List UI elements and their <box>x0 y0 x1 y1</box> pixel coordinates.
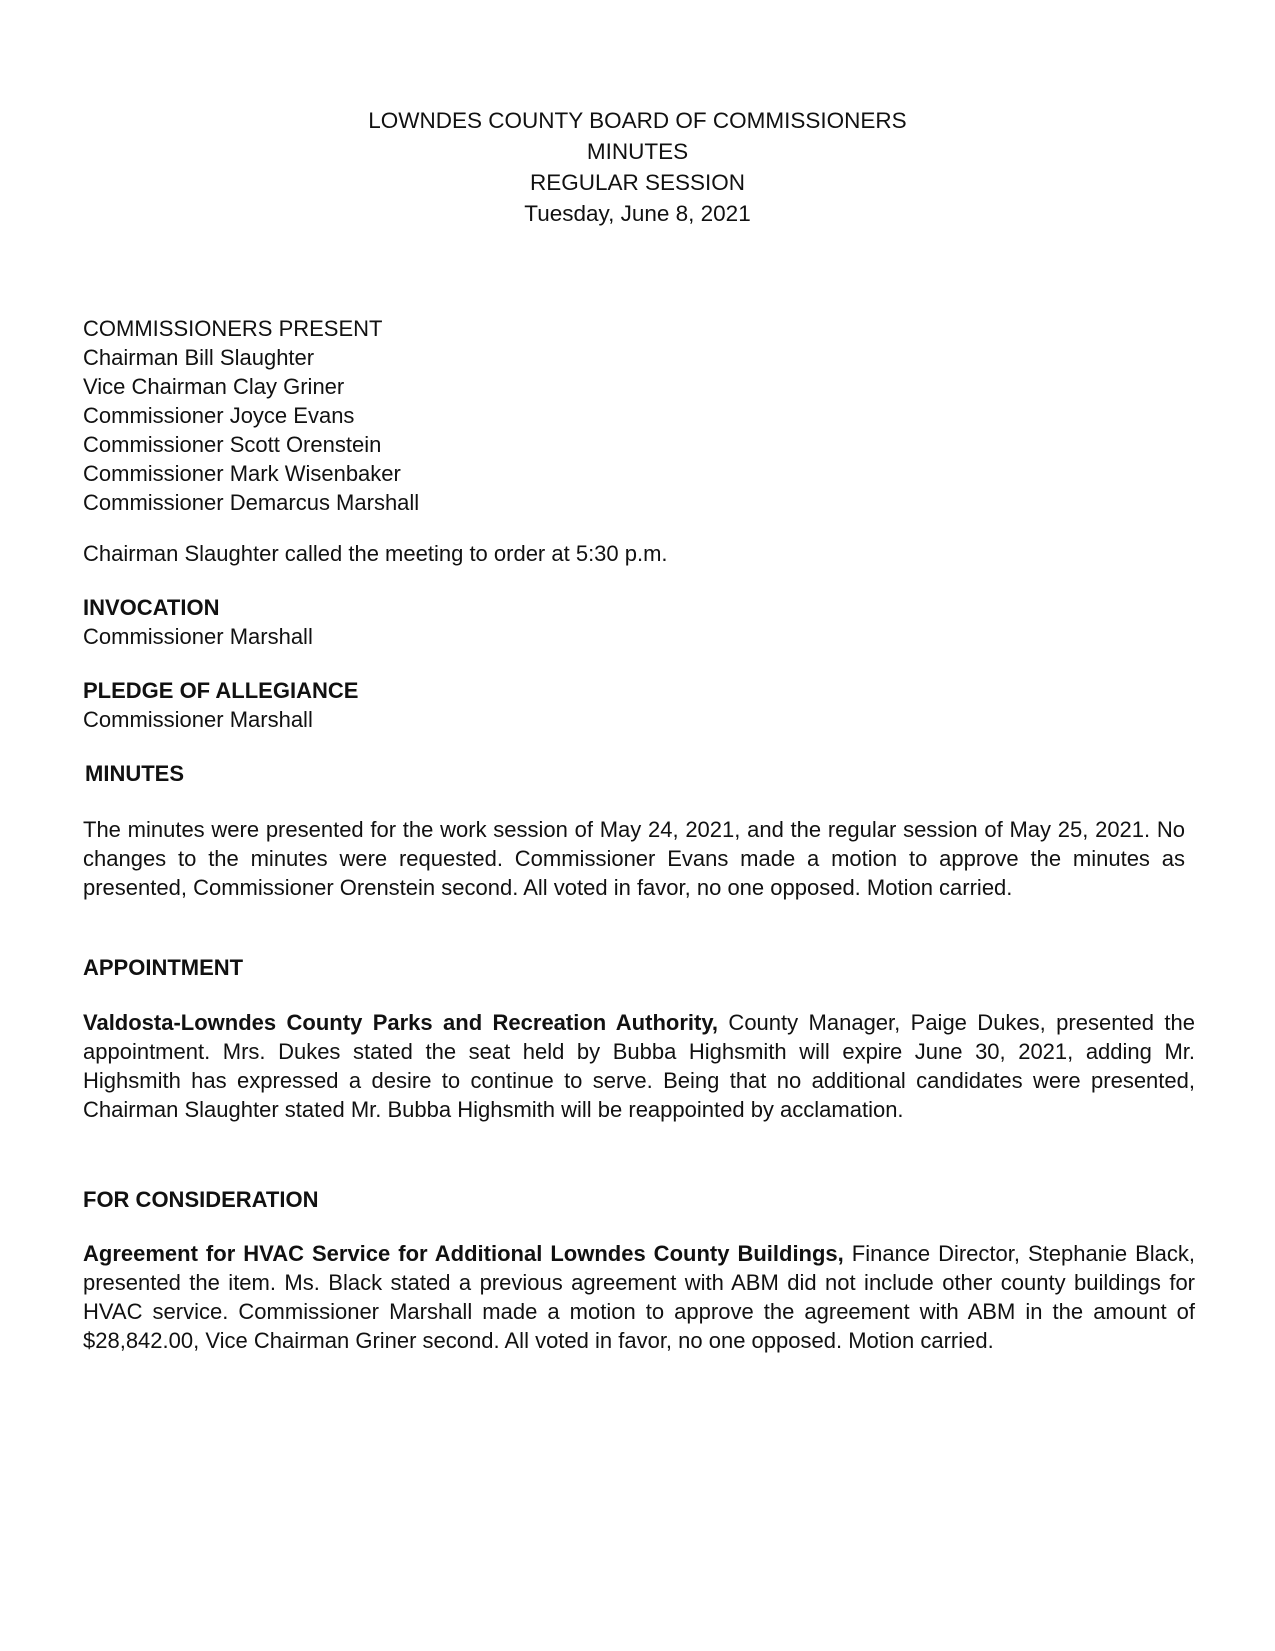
consideration-text: Finance Director, Stephanie Black, presented the item. Ms. Black stated a previous agreement with ABM did not include other county buildings for HVAC service. Commissioner Marshall made a motion to approve the agreement with ABM in the amount of $28,842.00, Vice Chairman Griner second. All voted in favor, no one opposed. Motion carried. <box>83 1241 1196 1353</box>
pledge-section <box>83 676 1195 734</box>
consideration-title: Agreement for HVAC Service for Additional Lowndes County Buildings, <box>83 1241 844 1266</box>
consideration-heading-block <box>83 1185 1195 1214</box>
invocation-text: Commissioner Marshall <box>83 624 313 649</box>
document-type: MINUTES <box>586 139 689 164</box>
consideration-paragraph <box>83 1239 1195 1355</box>
member-line: Vice Chairman Clay Griner <box>83 374 345 399</box>
appointment-paragraph <box>83 1008 1195 1124</box>
meeting-date: Tuesday, June 8, 2021 <box>524 201 751 226</box>
document-header <box>0 105 1275 229</box>
invocation-heading: INVOCATION <box>83 595 220 620</box>
call-to-order-text: Chairman Slaughter called the meeting to order at 5:30 p.m. <box>83 541 668 566</box>
consideration-heading: FOR CONSIDERATION <box>83 1187 319 1212</box>
commissioners-present-section <box>83 314 1195 517</box>
appointment-heading-block <box>83 953 1195 982</box>
appointment-heading: APPOINTMENT <box>83 955 244 980</box>
minutes-heading-block <box>85 759 1197 788</box>
appointment-text: County Manager, Paige Dukes, presented the appointment. Mrs. Dukes stated the seat held by Bubba Highsmith will expire June 30, 2021, adding Mr. Highsmith has expressed a desire to continue to serve. Being that no additional candidates were presented, Chairman Slaughter stated Mr. Bubba Highsmith will be reappointed by acclamation. <box>83 1010 1195 1122</box>
session-type: REGULAR SESSION <box>529 170 746 195</box>
member-line: Commissioner Demarcus Marshall <box>83 490 420 515</box>
appointment-title: Valdosta-Lowndes County Parks and Recreation Authority, <box>83 1010 719 1035</box>
minutes-heading: MINUTES <box>85 761 184 786</box>
pledge-text: Commissioner Marshall <box>83 707 313 732</box>
minutes-paragraph: The minutes were presented for the work session of May 24, 2021, and the regular session of May 25, 2021. No changes to the minutes were requested. Commissioner Evans made a motion to approve the minutes as presented, Commissioner Orenstein second. All voted in favor, no one opposed. Motion carried. <box>83 817 1185 900</box>
pledge-heading: PLEDGE OF ALLEGIANCE <box>83 678 359 703</box>
commissioners-present-heading: COMMISSIONERS PRESENT <box>83 316 383 341</box>
member-line: Chairman Bill Slaughter <box>83 345 315 370</box>
call-to-order <box>83 539 1195 568</box>
member-line: Commissioner Scott Orenstein <box>83 432 382 457</box>
member-line: Commissioner Mark Wisenbaker <box>83 461 401 486</box>
invocation-section <box>83 593 1195 651</box>
board-title: LOWNDES COUNTY BOARD OF COMMISSIONERS <box>368 108 907 133</box>
member-line: Commissioner Joyce Evans <box>83 403 355 428</box>
